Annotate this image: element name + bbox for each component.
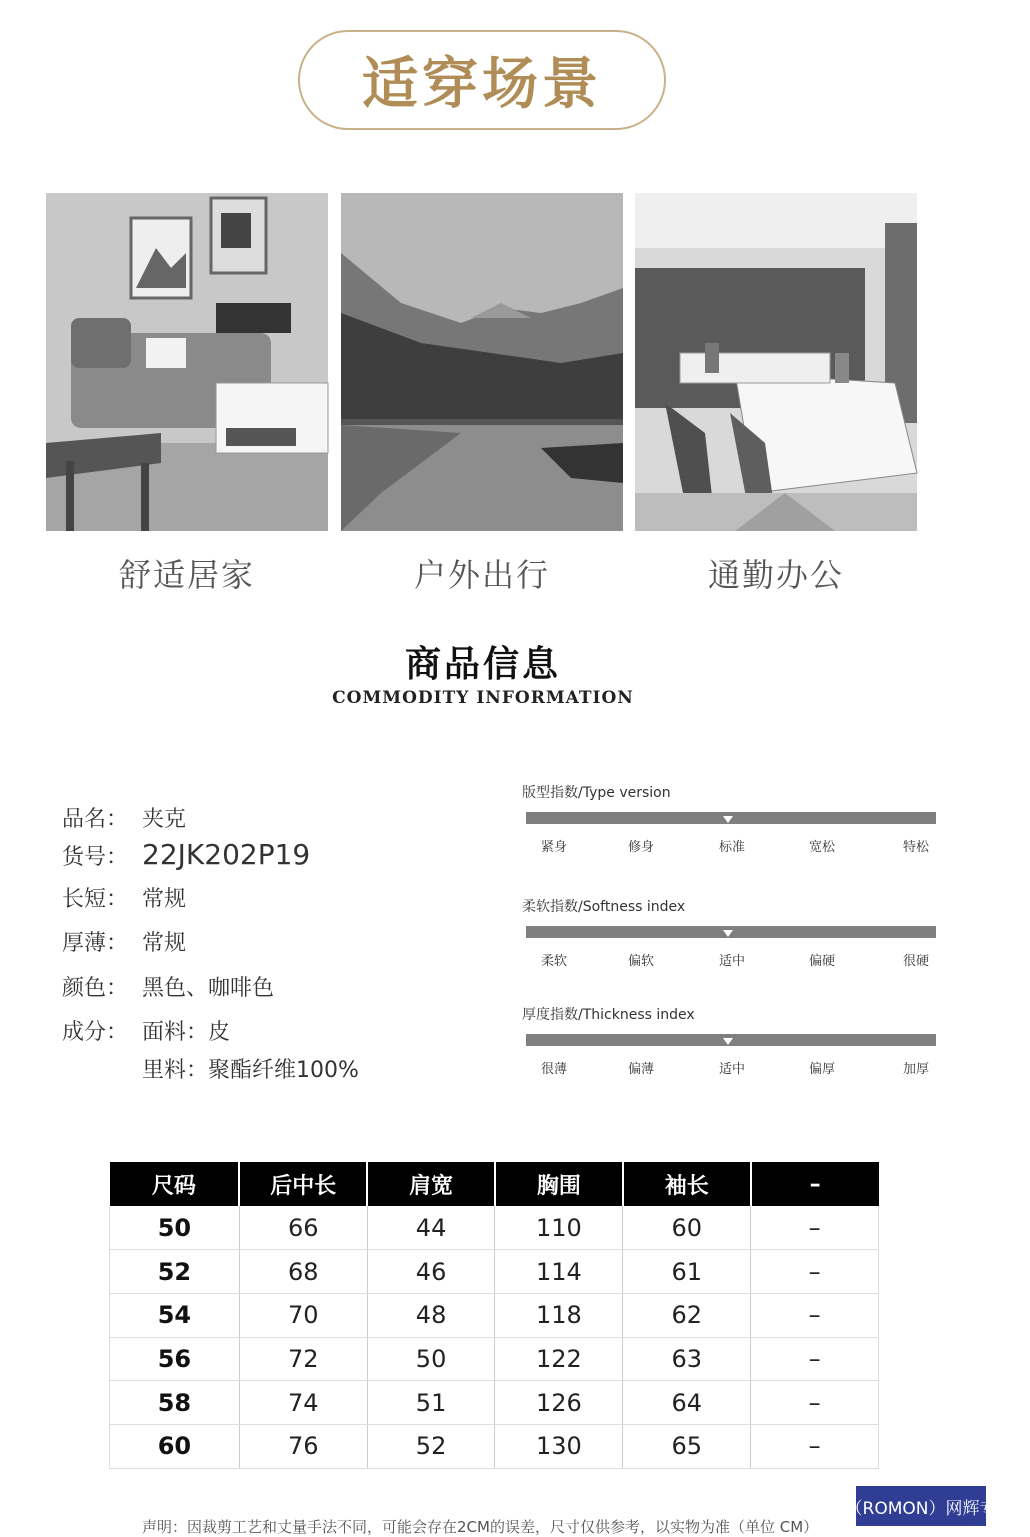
index-title: 柔软指数/Softness index — [522, 899, 686, 915]
info-key: 货号： — [62, 845, 129, 870]
info-row-length — [62, 882, 186, 913]
table-cell: 110 — [495, 1206, 623, 1250]
table-cell: – — [751, 1381, 879, 1425]
table-cell: 60 — [110, 1424, 240, 1468]
scene-label-office: 通勤办公 — [707, 556, 844, 594]
info-value: 黑色、咖啡色 — [142, 976, 275, 1001]
softness-index — [522, 896, 936, 969]
table-cell: 72 — [239, 1337, 367, 1381]
table-cell: 56 — [110, 1337, 240, 1381]
info-row-lining — [62, 1053, 359, 1084]
table-cell: – — [751, 1293, 879, 1337]
index-label: 适中 — [718, 1062, 745, 1077]
index-label: 很硬 — [902, 954, 929, 969]
table-row — [110, 1424, 879, 1468]
table-cell: 51 — [367, 1381, 495, 1425]
table-cell: 44 — [367, 1206, 495, 1250]
info-key: 长短： — [62, 887, 129, 912]
index-label: 标准 — [718, 840, 745, 855]
table-row — [110, 1250, 879, 1294]
info-value: 面料：皮 — [142, 1020, 231, 1045]
table-cell: 64 — [623, 1381, 751, 1425]
info-key: 成分： — [62, 1020, 129, 1045]
info-key: 厚薄： — [62, 931, 129, 956]
table-header: 肩宽 — [367, 1162, 495, 1206]
info-row-sku — [62, 838, 310, 871]
info-row-material — [62, 1015, 230, 1046]
table-cell: – — [751, 1337, 879, 1381]
index-label: 宽松 — [808, 840, 835, 855]
index-label: 紧身 — [540, 840, 567, 855]
info-value: 常规 — [142, 887, 187, 912]
table-cell: 130 — [495, 1424, 623, 1468]
index-label: 偏软 — [627, 954, 654, 969]
index-label: 特松 — [902, 840, 929, 855]
info-key: 品名： — [62, 807, 129, 832]
info-key: 颜色： — [62, 976, 129, 1001]
banner-title: 适穿场景 — [362, 52, 602, 117]
table-row — [110, 1337, 879, 1381]
table-cell: 52 — [110, 1250, 240, 1294]
index-label: 修身 — [627, 840, 654, 855]
size-table — [109, 1162, 879, 1469]
table-cell: 76 — [239, 1424, 367, 1468]
table-row — [110, 1381, 879, 1425]
info-row-name — [62, 802, 186, 833]
table-cell: – — [751, 1250, 879, 1294]
index-label: 偏薄 — [627, 1062, 654, 1077]
table-row — [110, 1206, 879, 1250]
info-value: 22JK202P19 — [142, 838, 311, 871]
table-cell: 58 — [110, 1381, 240, 1425]
table-cell: 68 — [239, 1250, 367, 1294]
table-row — [110, 1293, 879, 1337]
table-cell: 126 — [495, 1381, 623, 1425]
info-value: 常规 — [142, 931, 187, 956]
index-marker — [723, 816, 733, 823]
index-label: 加厚 — [902, 1062, 929, 1077]
table-cell: 118 — [495, 1293, 623, 1337]
index-label: 偏厚 — [808, 1062, 835, 1077]
info-value: 里料：聚酯纤维100% — [142, 1058, 359, 1083]
index-marker — [723, 930, 733, 937]
section-title: 商品信息 — [404, 644, 561, 685]
table-cell: 54 — [110, 1293, 240, 1337]
table-cell: 46 — [367, 1250, 495, 1294]
scene-banner — [298, 30, 666, 130]
table-header: 胸围 — [495, 1162, 623, 1206]
index-label: 适中 — [718, 954, 745, 969]
scene-label-home: 舒适居家 — [118, 556, 255, 594]
size-disclaimer: 声明：因裁剪工艺和丈量手法不同，可能会存在2CM的误差，尺寸仅供参考，以实物为准（单位 CM） — [142, 1518, 819, 1536]
table-cell: 74 — [239, 1381, 367, 1425]
info-row-thickness — [62, 926, 186, 957]
info-row-color — [62, 971, 274, 1002]
table-cell: 62 — [623, 1293, 751, 1337]
table-cell: 60 — [623, 1206, 751, 1250]
table-header: – — [751, 1162, 879, 1206]
type-version-index — [522, 782, 936, 855]
table-cell: 114 — [495, 1250, 623, 1294]
table-cell: 63 — [623, 1337, 751, 1381]
scene-label-outdoor: 户外出行 — [413, 556, 550, 594]
table-cell: 50 — [110, 1206, 240, 1250]
store-badge[interactable]: 罗蒙（ROMON）网辉专卖店 — [856, 1486, 986, 1526]
index-marker — [723, 1038, 733, 1045]
table-header: 尺码 — [110, 1162, 240, 1206]
table-cell: – — [751, 1206, 879, 1250]
table-header: 后中长 — [239, 1162, 367, 1206]
table-cell: 48 — [367, 1293, 495, 1337]
table-cell: 52 — [367, 1424, 495, 1468]
table-cell: 122 — [495, 1337, 623, 1381]
index-title: 厚度指数/Thickness index — [522, 1007, 695, 1023]
office-photo — [635, 193, 917, 531]
table-cell: 65 — [623, 1424, 751, 1468]
table-cell: – — [751, 1424, 879, 1468]
index-label: 偏硬 — [808, 954, 835, 969]
table-header-row — [110, 1162, 879, 1206]
table-cell: 70 — [239, 1293, 367, 1337]
table-cell: 66 — [239, 1206, 367, 1250]
thickness-index — [522, 1004, 936, 1077]
section-subtitle: COMMODITY INFORMATION — [332, 688, 634, 708]
index-title: 版型指数/Type version — [522, 785, 671, 801]
table-cell: 61 — [623, 1250, 751, 1294]
living-room-photo — [46, 193, 328, 531]
table-cell: 50 — [367, 1337, 495, 1381]
info-value: 夹克 — [142, 807, 187, 832]
index-label: 柔软 — [540, 954, 567, 969]
index-label: 很薄 — [540, 1062, 567, 1077]
table-header: 袖长 — [623, 1162, 751, 1206]
mountain-lake-photo — [341, 193, 623, 531]
